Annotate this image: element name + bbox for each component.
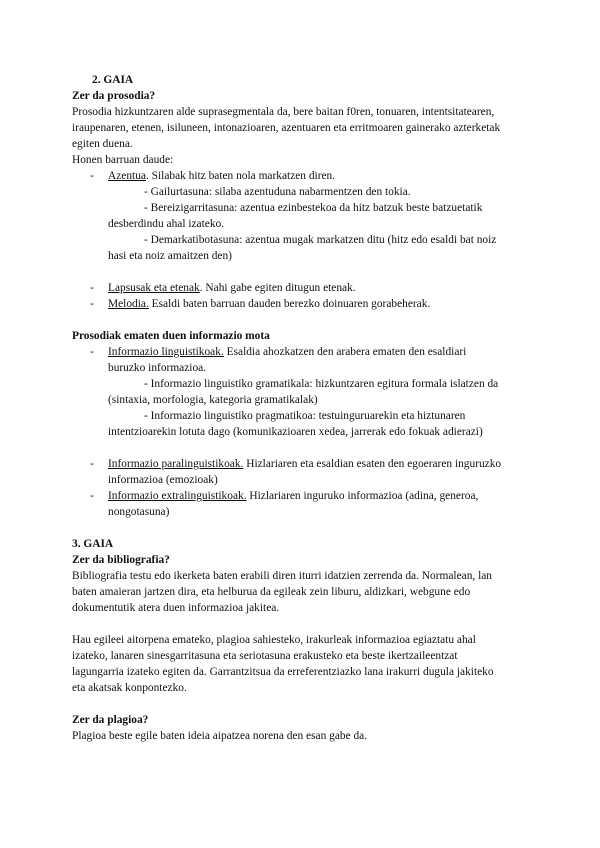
plagioa-question: Zer da plagioa? — [72, 714, 149, 726]
list-item-melodia — [108, 296, 430, 312]
bullet-dash: - — [90, 170, 94, 182]
bibliografia-paragraph-line: baten amaieran jartzen dira, eta helburua da egileak zein liburu, aldizkari, webgune edo — [72, 586, 471, 598]
prosodia-definition-line: iraupenaren, etenen, isiluneen, intonazioaren, azentuaren eta erritmoaren gainerako azterketak — [72, 122, 501, 134]
extralinguistikoak-description: Hizlariaren inguruko informazioa (adina, generoa, — [246, 490, 479, 502]
prosodia-definition-line: Prosodia hizkuntzaren alde suprasegmentala da, bere baitan f0ren, tonuaren, intentsitatearen, — [72, 106, 495, 118]
linguistikoak-description: Esaldia ahozkatzen den arabera ematen den esaldiari — [223, 346, 467, 358]
list-item-extralinguistikoak — [108, 488, 478, 504]
sub-item-continuation: (sintaxia, morfologia, kategoria gramatikalak) — [108, 394, 318, 406]
purpose-paragraph-line: eta akatsak konpontezko. — [72, 682, 187, 694]
list-item-paralinguistikoak — [108, 456, 501, 472]
sub-item-continuation: hasi eta noiz amaitzen den) — [108, 250, 232, 262]
sub-item-demarkatibotasuna: - Demarkatibotasuna: azentua mugak markatzen ditu (hitz edo esaldi bat noiz — [144, 234, 497, 246]
list-item-azentua — [108, 168, 335, 184]
melodia-description: Esaldi baten barruan dauden berezko doinuaren gorabeherak. — [148, 298, 431, 310]
term-lapsusak: Lapsusak eta etenak — [108, 282, 200, 294]
bibliografia-question: Zer da bibliografia? — [72, 554, 170, 566]
bullet-dash: - — [90, 490, 94, 502]
term-linguistikoak: Informazio linguistikoak. — [108, 346, 224, 358]
sub-item-gramatikala: - Informazio linguistiko gramatikala: hizkuntzaren egitura formala islatzen da — [144, 378, 499, 390]
section-2-heading: 2. GAIA — [92, 74, 134, 86]
list-item-lapsusak — [108, 280, 356, 296]
sub-item-pragmatikoa: - Informazio linguistiko pragmatikoa: testuinguruarekin eta hiztunaren — [144, 410, 466, 422]
list-item-continuation: nongotasuna) — [108, 506, 170, 518]
azentua-description: . Silabak hitz baten nola markatzen diren. — [145, 170, 336, 182]
lapsusak-description: . Nahi gabe egiten ditugun etenak. — [199, 282, 356, 294]
plagioa-definition: Plagioa beste egile baten ideia aipatzea norena den esan gabe da. — [72, 730, 368, 742]
list-intro: Honen barruan daude: — [72, 154, 174, 166]
purpose-paragraph-line: izateko, lanaren sinesgarritasuna eta seriotasuna erakusteko eta beste ikertzaileentzat — [72, 650, 458, 662]
purpose-paragraph-line: Hau egileei aitorpena emateko, plagioa sahiesteko, irakurleak informazioa egiaztatu ahal — [72, 634, 476, 646]
list-item-linguistikoak — [108, 344, 466, 360]
bullet-dash: - — [90, 298, 94, 310]
bullet-dash: - — [90, 346, 94, 358]
sub-item-continuation: desberdindu ahal izateko. — [108, 218, 225, 230]
term-extralinguistikoak: Informazio extralinguistikoak. — [108, 490, 247, 502]
prosodia-question: Zer da prosodia? — [72, 90, 156, 102]
term-azentua: Azentua — [108, 170, 146, 182]
list-item-continuation: buruzko informazioa. — [108, 362, 207, 374]
list-item-continuation: informazioa (emozioak) — [108, 474, 218, 486]
prosodia-definition-line: egiten duena. — [72, 138, 133, 150]
term-melodia: Melodia. — [108, 298, 149, 310]
info-heading: Prosodiak ematen duen informazio mota — [72, 330, 270, 342]
bullet-dash: - — [90, 458, 94, 470]
paralinguistikoak-description: Hizlariaren eta esaldian esaten den egoeraren inguruzko — [243, 458, 502, 470]
bullet-dash: - — [90, 282, 94, 294]
sub-item-continuation: intentzioarekin lotuta dago (komunikazioaren xedea, jarrerak edo fokuak adierazi) — [108, 426, 483, 438]
sub-item-gailurtasuna: - Gailurtasuna: silaba azentuduna nabarmentzen den tokia. — [144, 186, 411, 198]
bibliografia-paragraph-line: Bibliografia testu edo ikerketa baten erabili diren iturri idatzien zerrenda da. Normalean, lan — [72, 570, 493, 582]
term-paralinguistikoak: Informazio paralinguistikoak. — [108, 458, 244, 470]
sub-item-bereizigarritasuna: - Bereizigarritasuna: azentua ezinbestekoa da hitz batzuk beste batzuetatik — [144, 202, 483, 214]
section-3-heading: 3. GAIA — [72, 538, 114, 550]
bibliografia-paragraph-line: dokumentutik atera duen informazioa jakitea. — [72, 602, 280, 614]
purpose-paragraph-line: lagungarria izateko egiten da. Garrantzitsua da erreferentziazko lana irakurri dugula jakiteko — [72, 666, 494, 678]
